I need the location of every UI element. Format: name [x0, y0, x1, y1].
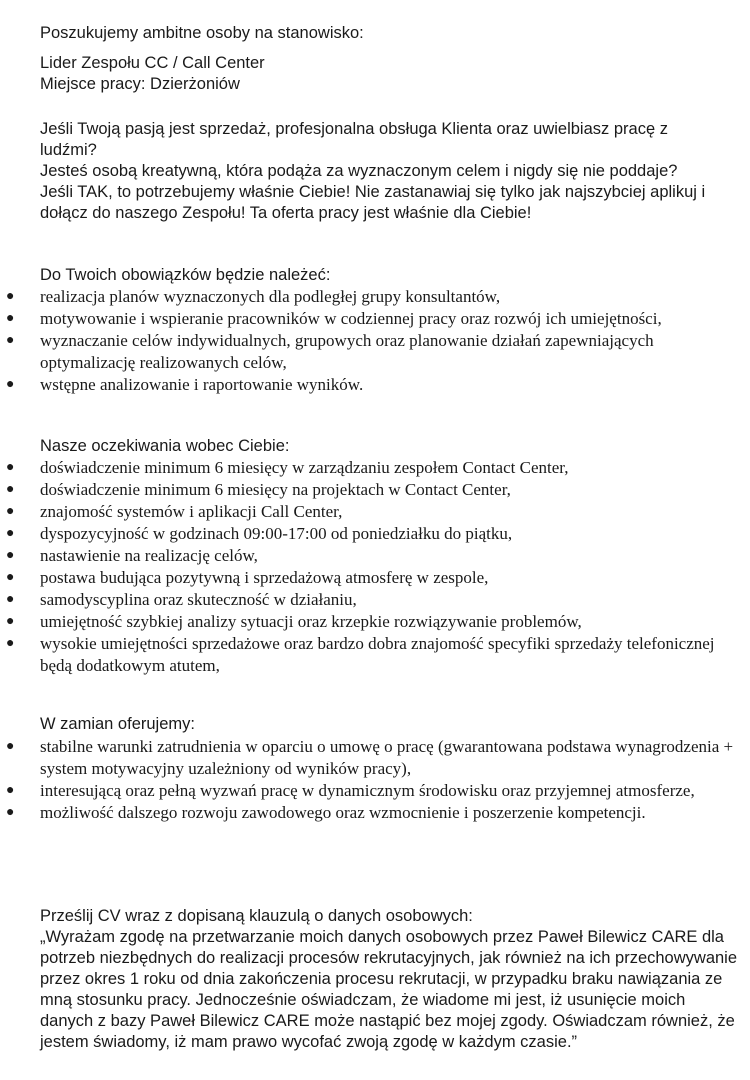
list-item: ● postawa budująca pozytywną i sprzedażową atmosferę w zespole,	[6, 568, 489, 587]
list-item: ● wyznaczanie celów indywidualnych, grupowych oraz planowanie działań zapewniających optymalizację realizowanych celów,	[6, 331, 654, 372]
position-title: Lider Zespołu CC / Call Center	[40, 54, 265, 72]
bullet-icon: ●	[6, 482, 15, 497]
work-location: Miejsce pracy: Dzierżoniów	[40, 75, 240, 93]
bullet-icon: ●	[6, 805, 15, 820]
expectations-heading: Nasze oczekiwania wobec Ciebie:	[40, 437, 290, 455]
bullet-icon: ●	[6, 333, 15, 348]
bullet-icon: ●	[6, 548, 15, 563]
bullet-icon: ●	[6, 636, 15, 651]
bullet-icon: ●	[6, 592, 15, 607]
bullet-icon: ●	[6, 614, 15, 629]
list-item: ● doświadczenie minimum 6 miesięcy w zarządzaniu zespołem Contact Center,	[6, 458, 569, 477]
position-block	[40, 53, 740, 95]
list-item: ● nastawienie na realizację celów,	[6, 546, 258, 565]
pitch-block	[40, 119, 720, 224]
offer-list	[0, 736, 740, 824]
bullet-icon: ●	[6, 311, 15, 326]
list-item: ● wstępne analizowanie i raportowanie wyników.	[6, 375, 364, 394]
bullet-icon: ●	[6, 526, 15, 541]
bullet-icon: ●	[6, 570, 15, 585]
bullet-icon: ●	[6, 783, 15, 798]
bullet-icon: ●	[6, 377, 15, 392]
bullet-icon: ●	[6, 504, 15, 519]
list-item: ● wysokie umiejętności sprzedażowe oraz bardzo dobra znajomość specyfiki sprzedaży telefonicznej będą dodatkowym atutem,	[6, 634, 715, 675]
duties-heading: Do Twoich obowiązków będzie należeć:	[40, 266, 331, 284]
pitch-line-1: Jeśli Twoją pasją jest sprzedaż, profesjonalna obsługa Klienta oraz uwielbiasz pracę z ludźmi?	[40, 120, 668, 159]
list-item: ● dyspozycyjność w godzinach 09:00-17:00 od poniedziałku do piątku,	[6, 524, 513, 543]
list-item: ● samodyscyplina oraz skuteczność w działaniu,	[6, 590, 357, 609]
bullet-icon: ●	[6, 289, 15, 304]
apply-heading: Prześlij CV wraz z dopisaną klauzulą o danych osobowych:	[40, 907, 473, 925]
bullet-icon: ●	[6, 460, 15, 475]
intro-text	[40, 6, 740, 60]
intro-line: Poszukujemy ambitne osoby na stanowisko:	[40, 23, 364, 42]
pitch-line-3: Jeśli TAK, to potrzebujemy właśnie Ciebie! Nie zastanawiaj się tylko jak najszybciej aplikuj i dołącz do naszego Zespołu! Ta oferta pracy jest właśnie dla Ciebie!	[40, 183, 706, 222]
list-item: ● realizacja planów wyznaczonych dla podległej grupy konsultantów,	[6, 287, 501, 306]
duties-list	[0, 286, 740, 396]
offer-heading: W zamian oferujemy:	[40, 715, 195, 733]
bullet-icon: ●	[6, 739, 15, 754]
list-item: ● umiejętność szybkiej analizy sytuacji oraz krzepkie rozwiązywanie problemów,	[6, 612, 582, 631]
list-item: ● znajomość systemów i aplikacji Call Center,	[6, 502, 343, 521]
list-item: ● możliwość dalszego rozwoju zawodowego oraz wzmocnienie i poszerzenie kompetencji.	[6, 803, 646, 822]
gdpr-clause: „Wyrażam zgodę na przetwarzanie moich danych osobowych przez Paweł Bilewicz CARE dla potrzeb niezbędnych do realizacji procesów rekrutacyjnych, jak również na ich przechowywanie przez okres 1 roku od dnia zakończenia procesu rekrutacji, w przypadku braku nawiązania ze mną stosunku pracy. Jednocześnie oświadczam, że wiadome mi jest, iż usunięcie moich danych z bazy Paweł Bilewicz CARE może nastąpić bez mojej zgody. Oświadczam również, że jestem świadomy, iż mam prawo wycofać zwoją zgodę w każdym czasie.”	[40, 928, 738, 1051]
list-item: ● doświadczenie minimum 6 miesięcy na projektach w Contact Center,	[6, 480, 511, 499]
list-item: ● stabilne warunki zatrudnienia w oparciu o umowę o pracę (gwarantowana podstawa wynagrodzenia + system motywacyjny uzależniony od wyników pracy),	[6, 737, 734, 778]
list-item: ● motywowanie i wspieranie pracowników w codziennej pracy oraz rozwój ich umiejętności,	[6, 309, 662, 328]
apply-block	[40, 906, 740, 1053]
pitch-line-2: Jesteś osobą kreatywną, która podąża za wyznaczonym celem i nigdy się nie poddaje?	[40, 162, 678, 180]
list-item: ● interesującą oraz pełną wyzwań pracę w dynamicznym środowisku oraz przyjemnej atmosferze,	[6, 781, 695, 800]
expectations-list	[0, 457, 740, 677]
